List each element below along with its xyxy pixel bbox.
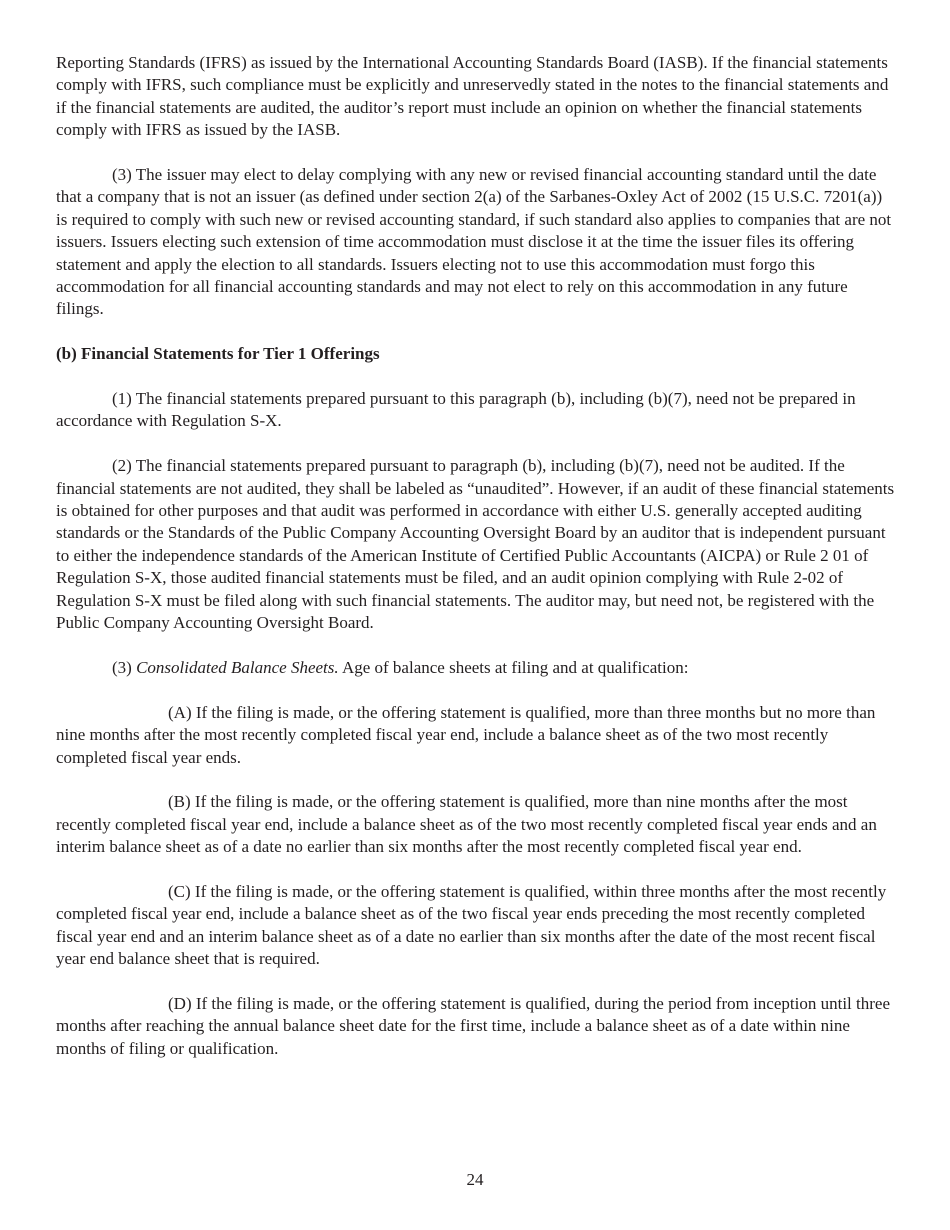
paragraph-b3c: (C) If the filing is made, or the offering statement is qualified, within three months after the most recently completed fiscal year end, include a balance sheet as of the two fiscal year ends preceding the most recently completed fiscal year end and an interim balance sheet as of a date no earlier than six months after the date of the most recent fiscal year end balance sheet that is required. bbox=[56, 881, 887, 969]
section-heading-b: (b) Financial Statements for Tier 1 Offerings bbox=[56, 344, 380, 364]
paragraph-b3d: (D) If the filing is made, or the offering statement is qualified, during the period from inception until three months after reaching the annual balance sheet date for the first time, include a balance sheet as of a date within nine months of filing or qualification. bbox=[56, 993, 890, 1058]
paragraph-b3-prefix: (3) bbox=[112, 657, 137, 677]
paragraph-b3a: (A) If the filing is made, or the offering statement is qualified, more than three months but no more than nine months after the most recently completed fiscal year end, include a balance sheet as of the two most recently completed fiscal year ends. bbox=[56, 702, 876, 767]
paragraph-b2: (2) The financial statements prepared pursuant to paragraph (b), including (b)(7), need not be audited. If the financial statements are not audited, they shall be labeled as “unaudited”. However, if an audit of these financial statements is obtained for other purposes and that audit was performed in accordance with either U.S. generally accepted auditing standards or the Standards of the Public Company Accounting Oversight Board by an auditor that is independent pursuant to either the independence standards of the American Institute of Certified Public Accountants (AICPA) or Rule 2 01 of Regulation S-X, those audited financial statements must be filed, and an audit opinion complying with Rule 2-02 of Regulation S-X must be filed along with such financial statements. The auditor may, but need not, be registered with the Public Company Accounting Oversight Board. bbox=[56, 456, 895, 633]
paragraph-b3 bbox=[56, 657, 896, 679]
intro-paragraph: Reporting Standards (IFRS) as issued by the International Accounting Standards Board (IASB). If the financial statements comply with IFRS, such compliance must be explicitly and unreservedly stated in the notes to the financial statements and if the financial statements are audited, the auditor’s report must include an opinion on whether the financial statements comply with IFRS as issued by the IASB. bbox=[56, 53, 889, 140]
paragraph-b3-title: Consolidated Balance Sheets. bbox=[136, 657, 339, 677]
page-number: 24 bbox=[466, 1170, 484, 1189]
paragraph-b3b: (B) If the filing is made, or the offering statement is qualified, more than nine months after the most recently completed fiscal year end, include a balance sheet as of the two most recently completed fiscal year ends and an interim balance sheet as of a date no earlier than six months after the most recently completed fiscal year end. bbox=[56, 792, 877, 857]
paragraph-a3: (3) The issuer may elect to delay complying with any new or revised financial accounting standard until the date that a company that is not an issuer (as defined under section 2(a) of the Sarbanes-Oxley Act of 2002 (15 U.S.C. 7201(a)) is required to comply with such new or revised accounting standard, if such standard also applies to companies that are not issuers. Issuers electing such extension of time accommodation must disclose it at the time the issuer files its offering statement and apply the election to all standards. Issuers electing not to use this accommodation must forgo this accommodation for all financial accounting standards and may not elect to rely on this accommodation in any future filings. bbox=[56, 165, 892, 319]
paragraph-b3-text: Age of balance sheets at filing and at qualification: bbox=[338, 657, 689, 677]
paragraph-b1: (1) The financial statements prepared pursuant to this paragraph (b), including (b)(7), need not be prepared in accordance with Regulation S-X. bbox=[56, 389, 856, 431]
document-page bbox=[56, 52, 896, 1083]
